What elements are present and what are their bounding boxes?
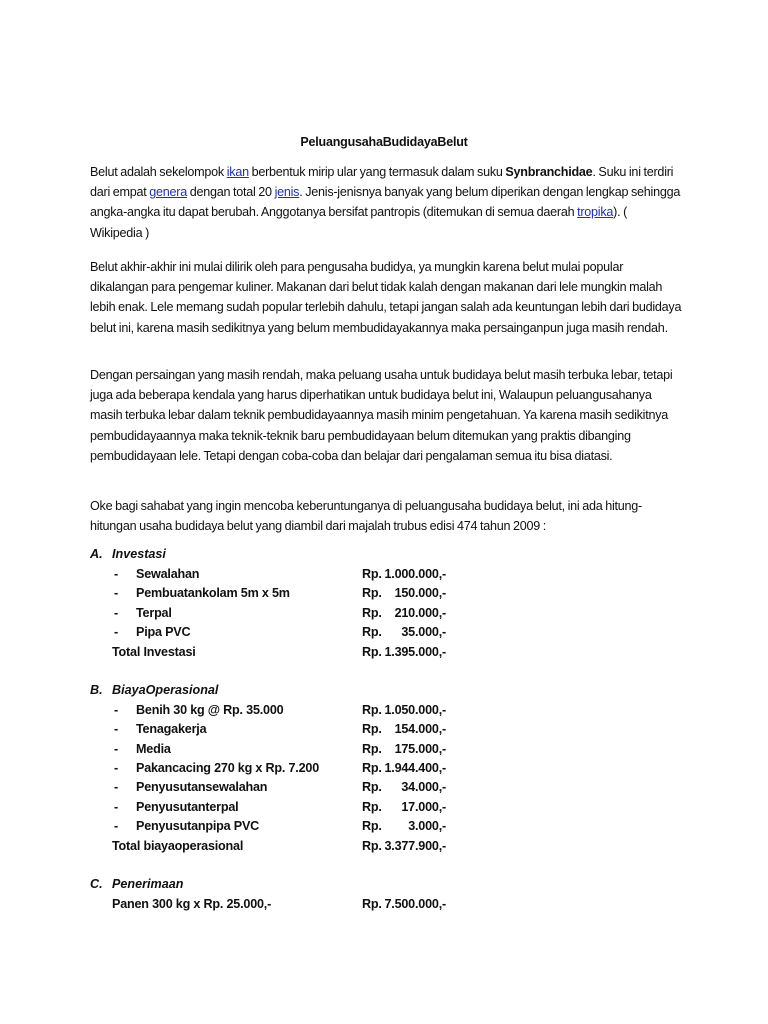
cost-label: Pipa PVC <box>136 625 191 639</box>
cost-row <box>0 761 768 780</box>
total-label: Total Investasi <box>112 645 196 659</box>
section-heading-biaya-operasional <box>90 683 218 697</box>
cost-row <box>0 780 768 799</box>
text: ). ( Wikipedia ) <box>90 205 628 240</box>
section-heading-investasi <box>90 547 166 561</box>
text: . Suku ini terdiri dari empat <box>90 165 674 200</box>
cost-amount: 17.000,- <box>401 800 446 814</box>
paragraph-2: Belut akhir-akhir ini mulai dilirik oleh para pengusaha budidya, ya mungkin karena belut mulai popular dikalangan para pengemar kuliner. Makanan dari belut tidak kalah dengan makanan dari lele mungkin malah lebih enak. Lele memang sudah popular terlebih dahulu, tetapi jangan salah ada keuntungan lebih dari budidaya belut ini, karena masih sedikitnya yang belum membudidayakannya maka persainganpun juga masih rendah. <box>90 260 682 335</box>
currency: Rp. <box>362 703 382 717</box>
cost-label: Penyusutanterpal <box>136 800 239 814</box>
total-amount: 3.377.900,- <box>384 839 446 853</box>
section-title: Investasi <box>112 547 166 561</box>
cost-amount: 1.000.000,- <box>384 567 446 581</box>
bullet-dash: - <box>114 606 118 620</box>
currency: Rp. <box>362 839 382 853</box>
cost-amount: 3.000,- <box>408 819 446 833</box>
bullet-dash: - <box>114 800 118 814</box>
revenue-row <box>0 897 768 916</box>
currency: Rp. <box>362 586 382 600</box>
bullet-dash: - <box>114 819 118 833</box>
section-letter: C. <box>90 877 103 891</box>
section-title: Penerimaan <box>112 877 184 891</box>
document-title: PeluangusahaBudidayaBelut <box>300 135 468 149</box>
cost-row <box>0 606 768 625</box>
currency: Rp. <box>362 819 382 833</box>
cost-row <box>0 742 768 761</box>
cost-row <box>0 703 768 722</box>
bold-synbranchidae: Synbranchidae <box>505 165 593 179</box>
total-row <box>0 839 768 858</box>
section-heading-penerimaan <box>90 877 183 891</box>
text: Belut adalah sekelompok <box>90 165 227 179</box>
total-label: Total biayaoperasional <box>112 839 244 853</box>
section-letter: A. <box>90 547 103 561</box>
cost-amount: 175.000,- <box>394 742 446 756</box>
link-genera[interactable]: genera <box>149 185 187 200</box>
bullet-dash: - <box>114 586 118 600</box>
section-title: BiayaOperasional <box>112 683 219 697</box>
cost-amount: 154.000,- <box>394 722 446 736</box>
paragraph-4: Oke bagi sahabat yang ingin mencoba keberuntunganya di peluangusaha budidaya belut, ini ada hitung-hitungan usaha budidaya belut yang diambil dari majalah trubus edisi 474 tahun 2009 : <box>90 499 642 534</box>
cost-label: Media <box>136 742 171 756</box>
cost-row <box>0 567 768 586</box>
currency: Rp. <box>362 722 382 736</box>
text: dengan total 20 <box>186 185 275 200</box>
currency: Rp. <box>362 780 382 794</box>
link-jenis[interactable]: jenis <box>274 185 300 200</box>
cost-amount: 1.050.000,- <box>384 703 446 717</box>
currency: Rp. <box>362 897 382 911</box>
text: . Jenis-jenisnya banyak yang belum diperikan dengan lengkap sehingga angka-angka itu dapat berubah. Anggotanya bersifat pantropis (ditemukan di semua daerah <box>90 185 681 220</box>
cost-amount: 34.000,- <box>401 780 446 794</box>
cost-amount: 150.000,- <box>394 586 446 600</box>
text: berbentuk mirip ular yang termasuk dalam suku <box>248 165 506 179</box>
currency: Rp. <box>362 606 382 620</box>
paragraph-3: Dengan persaingan yang masih rendah, maka peluang usaha untuk budidaya belut masih terbuka lebar, tetapi juga ada beberapa kendala yang harus diperhatikan untuk budidaya belut ini, Walaupun peluangusahanya masih terbuka lebar dalam teknik pembudidayaannya masih minim pengetahuan. Ya karena masih sedikitnya pembudidayaannya maka teknik-teknik baru pembudidayaan belum ditemukan yang praktis dibanging pembudidayaan lele. Tetapi dengan coba-coba dan belajar dari pengalaman semua itu bisa diatasi. <box>90 368 673 463</box>
bullet-dash: - <box>114 780 118 794</box>
total-row <box>0 645 768 664</box>
currency: Rp. <box>362 761 382 775</box>
cost-label: Sewalahan <box>136 567 200 581</box>
bullet-dash: - <box>114 761 118 775</box>
cost-row <box>0 722 768 741</box>
cost-label: Benih 30 kg @ Rp. 35.000 <box>136 703 284 717</box>
link-ikan[interactable]: ikan <box>226 165 249 179</box>
total-amount: 1.395.000,- <box>384 645 446 659</box>
cost-label: Penyusutansewalahan <box>136 780 268 794</box>
cost-amount: 35.000,- <box>401 625 446 639</box>
cost-amount: 1.944.400,- <box>384 761 446 775</box>
cost-amount: 210.000,- <box>394 606 446 620</box>
section-letter: B. <box>90 683 103 697</box>
cost-label: Pakancacing 270 kg x Rp. 7.200 <box>136 761 320 775</box>
currency: Rp. <box>362 625 382 639</box>
bullet-dash: - <box>114 625 118 639</box>
currency: Rp. <box>362 645 382 659</box>
revenue-label: Panen 300 kg x Rp. 25.000,- <box>112 897 272 911</box>
cost-row <box>0 586 768 605</box>
cost-row <box>0 625 768 644</box>
cost-label: Pembuatankolam 5m x 5m <box>136 586 290 600</box>
cost-row <box>0 819 768 838</box>
currency: Rp. <box>362 800 382 814</box>
cost-row <box>0 800 768 819</box>
link-tropika[interactable]: tropika <box>577 205 614 220</box>
revenue-amount: 7.500.000,- <box>384 897 446 911</box>
cost-label: Tenagakerja <box>136 722 207 736</box>
bullet-dash: - <box>114 703 118 717</box>
bullet-dash: - <box>114 722 118 736</box>
paragraph-intro <box>90 162 682 243</box>
currency: Rp. <box>362 742 382 756</box>
cost-label: Penyusutanpipa PVC <box>136 819 260 833</box>
bullet-dash: - <box>114 567 118 581</box>
cost-label: Terpal <box>136 606 172 620</box>
currency: Rp. <box>362 567 382 581</box>
bullet-dash: - <box>114 742 118 756</box>
